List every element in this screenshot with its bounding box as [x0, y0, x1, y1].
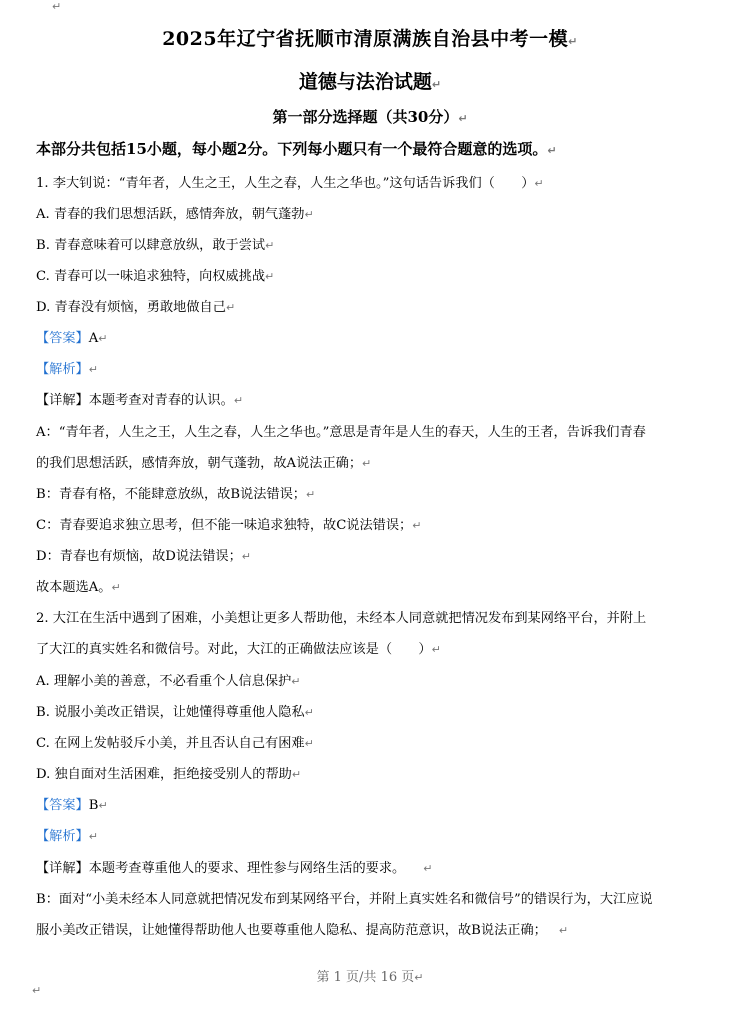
- q2-option-a: A. 理解小美的善意，不必看重个人信息保护↵: [36, 674, 301, 689]
- q2-explanation-b1: B：面对“小美未经本人同意就把情况发布到某网络平台，并附上真实姓名和微信号”的错误行为，大江应说: [36, 892, 653, 907]
- q2-option-c: C. 在网上发帖驳斥小美，并且否认自己有困难↵: [36, 736, 314, 751]
- q2-detail: 【详解】本题考查尊重他人的要求、理性参与网络生活的要求。 ↵: [36, 861, 433, 876]
- q2-analysis-label: 【解析】↵: [36, 829, 98, 844]
- exam-title: 2025年辽宁省抚顺市清原满族自治县中考一模↵: [162, 28, 578, 50]
- q2-explanation-b2: 服小美改正错误，让她懂得帮助他人也要尊重他人隐私、提高防范意识，故B说法正确； ↵: [36, 923, 569, 938]
- q1-analysis-label: 【解析】↵: [36, 362, 98, 377]
- exam-subject: 道德与法治试题↵: [298, 71, 442, 93]
- section-heading: 第一部分选择题（共30分）↵: [272, 108, 468, 126]
- q1-answer: 【答案】A↵: [36, 331, 108, 346]
- q1-conclusion: 故本题选A。↵: [36, 580, 121, 595]
- page-footer: 第 1 页/共 16 页↵: [316, 970, 424, 985]
- q2-stem-line1: 2. 大江在生活中遇到了困难，小美想让更多人帮助他，未经本人同意就把情况发布到某网络平台，并附上: [36, 611, 647, 626]
- q1-explanation-d: D：青春也有烦恼，故D说法错误；↵: [36, 549, 251, 564]
- q1-option-a: A. 青春的我们思想活跃，感情奔放，朝气蓬勃↵: [36, 207, 314, 222]
- q1-stem: 1. 李大钊说：“青年者，人生之王，人生之春，人生之华也。”这句话告诉我们（ ）↵: [36, 176, 544, 191]
- q1-detail: 【详解】本题考查对青春的认识。↵: [36, 393, 244, 408]
- q2-answer: 【答案】B↵: [36, 798, 108, 813]
- paragraph-mark-bottom: ↵: [32, 984, 42, 997]
- q1-explanation-b: B：青春有格，不能肆意放纵，故B说法错误；↵: [36, 487, 316, 502]
- q2-option-d: D. 独自面对生活困难，拒绝接受别人的帮助↵: [36, 767, 302, 782]
- paragraph-mark-top: ↵: [52, 0, 62, 13]
- q1-option-b: B. 青春意味着可以肆意放纵，敢于尝试↵: [36, 238, 275, 253]
- q2-option-b: B. 说服小美改正错误，让她懂得尊重他人隐私↵: [36, 705, 314, 720]
- q1-explanation-a2: 的我们思想活跃，感情奔放，朝气蓬勃，故A说法正确；↵: [36, 456, 372, 471]
- q2-stem-line2: 了大江的真实姓名和微信号。对此，大江的正确做法应该是（ ）↵: [36, 642, 441, 657]
- q1-option-c: C. 青春可以一味追求独特，向权威挑战↵: [36, 269, 275, 284]
- section-instructions: 本部分共包括15小题，每小题2分。下列每小题只有一个最符合题意的选项。↵: [36, 140, 557, 158]
- q1-option-d: D. 青春没有烦恼，勇敢地做自己↵: [36, 300, 236, 315]
- q1-explanation-a1: A：“青年者，人生之王，人生之春，人生之华也。”意思是青年是人生的春天，人生的王者，告诉我们青春: [36, 425, 646, 440]
- q1-explanation-c: C：青春要追求独立思考，但不能一味追求独特，故C说法错误；↵: [36, 518, 422, 533]
